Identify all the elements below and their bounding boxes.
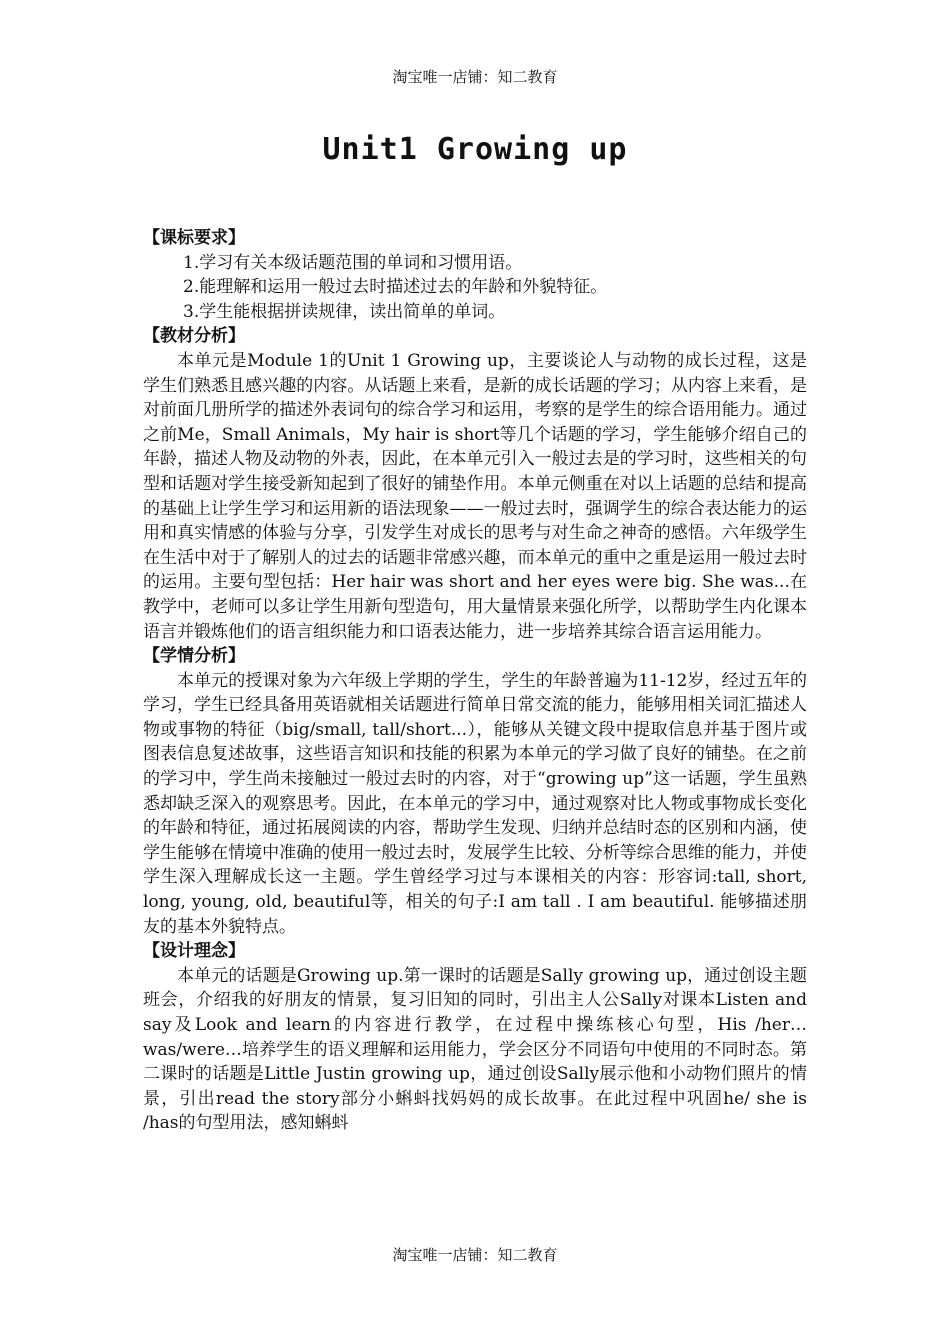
document-body <box>143 226 807 1136</box>
design-concept-paragraph: 本单元的话题是Growing up.第一课时的话题是Sally growing up，通过创设主题班会，介绍我的好朋友的情景，复习旧知的同时，引出主人公Sally对课本Listen and say及Look and learn的内容进行教学，在过程中操练核心句型，His /her… was/were…培养学生的语义理解和运用能力，学会区分不同语句中使用的不同时态。第二课时的话题是Little Justin growing up，通过创设Sally展示他和小动物们照片的情景，引出read the story部分小蝌蚪找妈妈的成长故事。在此过程中巩固he/ she is /has的句型用法，感知蝌蚪 <box>143 965 807 1134</box>
section-heading-design: 【设计理念】 <box>143 941 245 962</box>
section-heading-curriculum: 【课标要求】 <box>143 228 245 248</box>
section-heading-students: 【学情分析】 <box>143 646 245 667</box>
student-analysis-paragraph: 本单元的授课对象为六年级上学期的学生，学生的年龄普遍为11-12岁，经过五年的学习，学生已经具备用英语就相关话题进行简单日常交流的能力，能够用相关词汇描述人物或事物的特征（big/small, tall/short...），能够从关键文段中提取信息并基于图片或图表信息复述故事，这些语言知识和技能的积累为本单元的学习做了良好的铺垫。在之前的学习中，学生尚未接触过一般过去时的内容，对于“growing up”这一话题，学生虽熟悉却缺乏深入的观察思考。因此，在本单元的学习中，通过观察对比人物或事物成长变化的年龄和特征，通过拓展阅读的内容，帮助学生发现、归纳并总结时态的区别和内涵，使学生能够在情境中准确的使用一般过去时，发展学生比较、分析等综合思维的能力，并使学生深入理解成长这一主题。学生曾经学习过与本课相关的内容：形容词:tall, short, long, young, old, beautiful等，相关的句子:I am tall . I am beautiful. 能够描述朋友的基本外貌特点。 <box>143 670 807 937</box>
section-heading-textbook: 【教材分析】 <box>143 326 245 347</box>
curriculum-item: 2.能理解和运用一般过去时描述过去的年龄和外貌特征。 <box>183 277 608 298</box>
curriculum-item: 3.学生能根据拼读规律，读出简单的单词。 <box>183 301 506 322</box>
document-title: Unit1 Growing up <box>322 132 628 167</box>
page-footer: 淘宝唯一店铺：知二教育 <box>392 1246 558 1264</box>
curriculum-item: 1.学习有关本级话题范围的单词和习惯用语。 <box>183 252 523 273</box>
textbook-analysis-paragraph: 本单元是Module 1的Unit 1 Growing up，主要谈论人与动物的成长过程，这是学生们熟悉且感兴趣的内容。从话题上来看，是新的成长话题的学习；从内容上来看，是对前面几册所学的描述外表词句的综合学习和运用，考察的是学生的综合语用能力。通过之前Me，Small Animals，My hair is short等几个话题的学习，学生能够介绍自己的年龄，描述人物及动物的外表，因此，在本单元引入一般过去是的学习时，这些相关的句型和话题对学生接受新知起到了很好的铺垫作用。本单元侧重在对以上话题的总结和提高的基础上让学生学习和运用新的语法现象——一般过去时，强调学生的综合表达能力的运用和真实情感的体验与分享，引发学生对成长的思考与对生命之神奇的感悟。六年级学生在生活中对于了解别人的过去的话题非常感兴趣，而本单元的重中之重是运用一般过去时的运用。主要句型包括：Her hair was short and her eyes were big. She was...在教学中，老师可以多让学生用新句型造句，用大量情景来强化所学，以帮助学生内化课本语言并锻炼他们的语言组织能力和口语表达能力，进一步培养其综合语言运用能力。 <box>143 350 807 642</box>
page-header: 淘宝唯一店铺：知二教育 <box>392 68 558 86</box>
